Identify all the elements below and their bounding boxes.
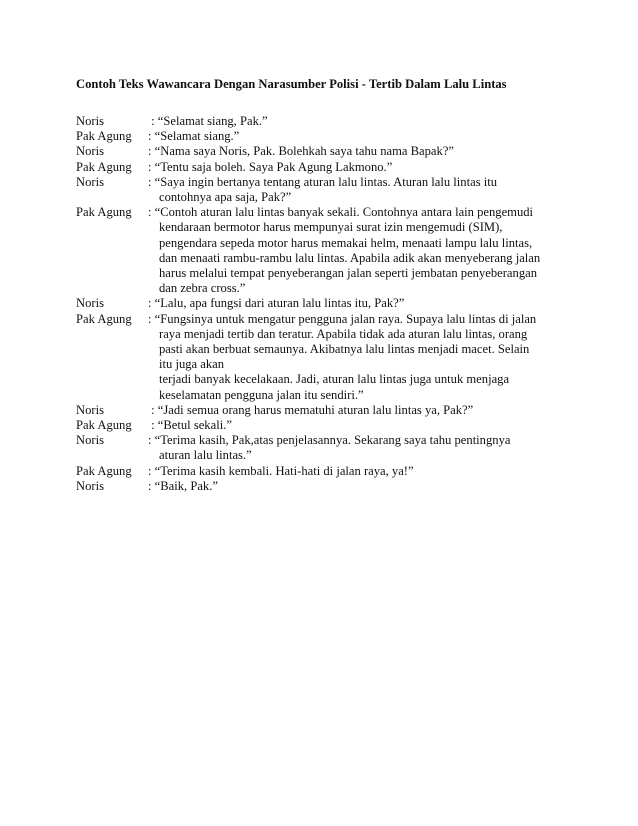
dialogue-row [76,205,576,296]
speaker-name: Noris [76,296,104,311]
dialogue-row [76,296,576,311]
utterance-line: : “Saya ingin bertanya tentang aturan lalu lintas. Aturan lalu lintas itu [148,174,498,189]
utterance [148,114,576,129]
dialogue-row [76,160,576,175]
dialogue-row [76,312,576,403]
speaker-name: Noris [76,433,104,448]
document-title: Contoh Teks Wawancara Dengan Narasumber Polisi - Tertib Dalam Lalu Lintas [76,77,507,91]
dialogue-row [76,403,576,418]
dialogue-row [76,144,576,159]
speaker-name: Pak Agung [76,311,132,326]
dialogue-row [76,433,576,463]
utterance-line: : “Nama saya Noris, Pak. Bolehkah saya tahu nama Bapak?” [148,144,454,159]
utterance [148,144,576,159]
dialogue-row [76,418,576,433]
utterance [148,479,576,494]
utterance-line: itu juga akan [159,357,225,372]
utterance-line: pasti akan berbuat semaunya. Akibatnya lalu lintas menjadi macet. Selain [159,342,530,357]
utterance-line: harus melalui tempat penyeberangan jalan seperti jembatan penyeberangan [159,266,537,281]
dialogue-row [76,175,576,205]
utterance [148,403,576,418]
speaker-name: Noris [76,144,104,159]
utterance [148,175,576,205]
utterance-line: dan menaati rambu-rambu lalu lintas. Apabila adik akan menyeberang jalan [159,250,541,265]
utterance-line: : “Selamat siang.” [148,129,240,144]
dialogue-row [76,129,576,144]
utterance-line: : “Terima kasih kembali. Hati-hati di jalan raya, ya!” [148,463,414,478]
dialogue-row [76,114,576,129]
utterance-line: raya menjadi tertib dan teratur. Apabila tidak ada aturan lalu lintas, orang [159,326,528,341]
utterance [148,129,576,144]
speaker-name: Pak Agung [76,129,132,144]
utterance [148,418,576,433]
utterance-line: kendaraan bermotor harus mempunyai surat izin mengemudi (SIM), [159,220,503,235]
speaker-name: Noris [76,114,104,128]
speaker-name: Pak Agung [76,463,132,478]
utterance-line: contohnya apa saja, Pak?” [159,190,292,205]
speaker-name: Noris [76,174,104,189]
dialogue-list [76,114,576,494]
utterance-line: : “Selamat siang, Pak.” [148,114,268,128]
utterance [148,312,576,403]
speaker-name: Noris [76,478,104,493]
dialogue-row [76,464,576,479]
utterance-line: : “Jadi semua orang harus mematuhi aturan lalu lintas ya, Pak?” [148,402,474,417]
utterance-line: : “Contoh aturan lalu lintas banyak sekali. Contohnya antara lain pengemudi [148,205,534,220]
utterance-line: : “Baik, Pak.” [148,478,218,493]
speaker-name: Pak Agung [76,159,132,174]
utterance [148,296,576,311]
speaker-name: Pak Agung [76,418,132,433]
utterance [148,433,576,463]
utterance-line: : “Fungsinya untuk mengatur pengguna jalan raya. Supaya lalu lintas di jalan [148,311,537,326]
utterance-line: dan zebra cross.” [159,281,246,296]
utterance-line: : “Lalu, apa fungsi dari aturan lalu lintas itu, Pak?” [148,296,405,311]
utterance [148,205,576,296]
utterance-line: pengendara sepeda motor harus memakai helm, menaati lampu lalu lintas, [159,235,533,250]
speaker-name: Noris [76,402,104,417]
utterance-line: : “Tentu saja boleh. Saya Pak Agung Lakmono.” [148,159,393,174]
utterance-line: terjadi banyak kecelakaan. Jadi, aturan lalu lintas juga untuk menjaga [159,372,510,387]
utterance-line: keselamatan pengguna jalan itu sendiri.” [159,387,364,402]
speaker-name: Pak Agung [76,205,132,220]
utterance-line: : “Betul sekali.” [148,418,232,433]
dialogue-row [76,479,576,494]
utterance-line: : “Terima kasih, Pak,atas penjelasannya. Sekarang saya tahu pentingnya [148,433,511,448]
utterance-line: aturan lalu lintas.” [159,448,252,463]
utterance [148,160,576,175]
utterance [148,464,576,479]
